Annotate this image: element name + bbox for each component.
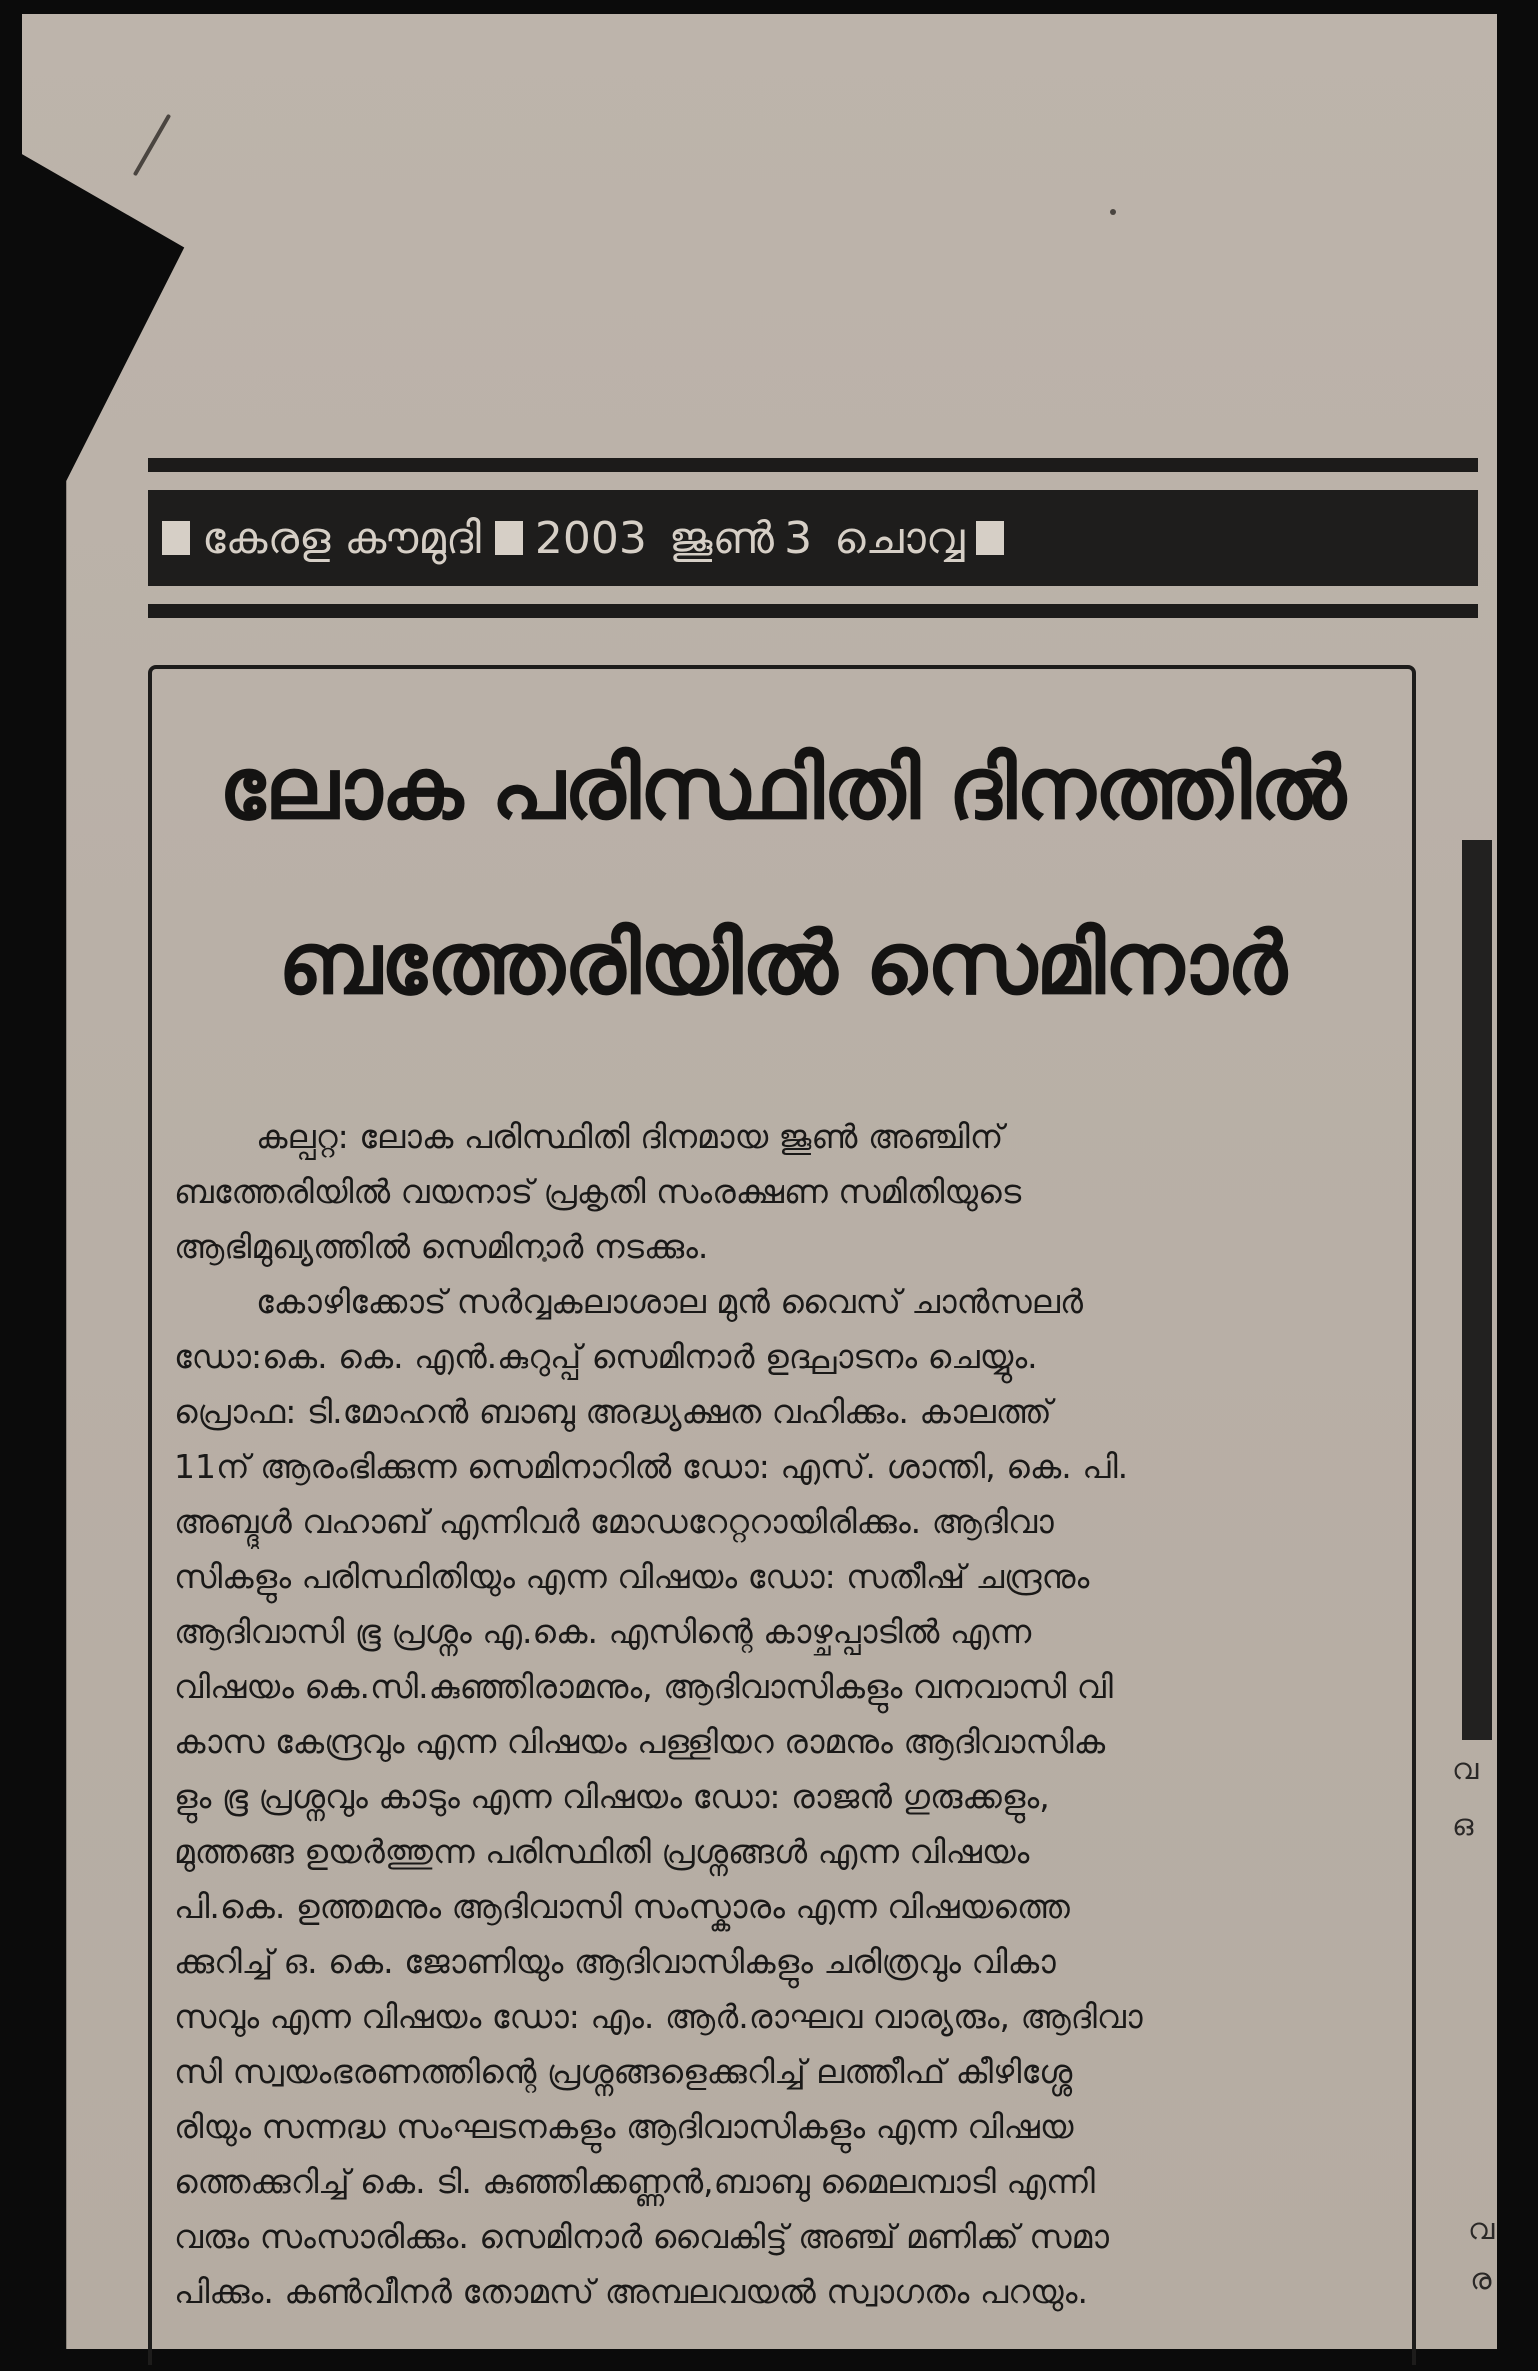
neighbour-column-fragment: ഒ (1452, 1808, 1474, 1843)
paper-speck (133, 114, 171, 177)
neighbour-column-bar (1462, 840, 1492, 1740)
newspaper-name: കേരള കൗമുദി (202, 512, 481, 564)
paper-speck (1110, 209, 1116, 215)
headline-line-1: ലോക പരിസ്ഥിതി ദിനത്തിൽ (219, 739, 1345, 839)
neighbour-column-fragment: വ (1452, 1752, 1479, 1787)
body-line: അബ്ദുൾ വഹാബ് എന്നിവർ മോഡറേറ്ററായിരിക്കും. ആദിവാ (174, 1502, 1054, 1541)
body-line: സി സ്വയംഭരണത്തിന്റെ പ്രശ്നങ്ങളെക്കുറിച്ച് ലത്തീഫ് കീഴിശ്ശേ (174, 2052, 1073, 2091)
neighbour-column-fragment: വ (1468, 2212, 1495, 2247)
body-line: സികളും പരിസ്ഥിതിയും എന്ന വിഷയം ഡോ: സതീഷ് ചന്ദ്രനും (174, 1557, 1090, 1596)
neighbour-column-fragment: ര (1470, 2262, 1492, 2297)
body-line: മുത്തങ്ങ ഉയർത്തുന്ന പരിസ്ഥിതി പ്രശ്നങ്ങൾ എന്ന വിഷയം (174, 1832, 1030, 1871)
masthead-top-rule (148, 458, 1478, 472)
body-line: കല്പറ്റ: ലോക പരിസ്ഥിതി ദിനമായ ജൂൺ അഞ്ചിന് (256, 1117, 1004, 1156)
headline-line-2: ബത്തേരിയിൽ സെമിനാർ (278, 914, 1286, 1014)
body-line: 11ന് ആരംഭിക്കുന്ന സെമിനാറിൽ ഡോ: എസ്. ശാന്തി, കെ. പി. (174, 1447, 1129, 1486)
masthead-year: 2003 (534, 512, 647, 564)
masthead-weekday: ചൊവ്വ (834, 512, 965, 564)
masthead-month: ജൂൺ (668, 512, 775, 564)
masthead-day: 3 (784, 512, 813, 564)
body-line: വരും സംസാരിക്കും. സെമിനാർ വൈകിട്ട് അഞ്ച് മണിക്ക് സമാ (174, 2217, 1109, 2256)
body-line: ക്കുറിച്ച് ഒ. കെ. ജോണിയും ആദിവാസികളും ചരിത്രവും വികാ (174, 1942, 1056, 1981)
body-line: ആഭിമുഖ്യത്തിൽ സെമിനാർ നടക്കും. (174, 1227, 709, 1266)
body-line: ആദിവാസി ഭൂ പ്രശ്നം എ.കെ. എസിന്റെ കാഴ്ചപ്പാടിൽ എന്ന (174, 1612, 1032, 1651)
body-line: വിഷയം കെ.സി.കുഞ്ഞിരാമനും, ആദിവാസികളും വനവാസി വി (174, 1667, 1113, 1706)
masthead-strip (148, 490, 1478, 586)
square-bullet-icon (162, 521, 190, 555)
masthead-bottom-rule (148, 604, 1478, 618)
body-line: കാസ കേന്ദ്രവും എന്ന വിഷയം പള്ളിയറ രാമനും ആദിവാസിക (174, 1722, 1106, 1761)
body-line: രിയും സന്നദ്ധ സംഘടനകളും ആദിവാസികളും എന്ന വിഷയ (174, 2107, 1074, 2146)
square-bullet-icon (976, 521, 1004, 555)
body-line: ഡോ:കെ. കെ. എൻ.കുറുപ്പ് സെമിനാർ ഉദ്ഘാടനം ചെയ്യും. (174, 1337, 1038, 1376)
square-bullet-icon (495, 521, 523, 555)
body-line: ബത്തേരിയിൽ വയനാട് പ്രകൃതി സംരക്ഷണ സമിതിയുടെ (174, 1172, 1022, 1211)
body-line: പ്രൊഫ: ടി.മോഹൻ ബാബു അദ്ധ്യക്ഷത വഹിക്കും. കാലത്ത് (174, 1392, 1052, 1431)
body-line: പിക്കും. കൺവീനർ തോമസ് അമ്പലവയൽ സ്വാഗതം പറയും. (174, 2272, 1088, 2311)
body-line: പി.കെ. ഉത്തമനും ആദിവാസി സംസ്കാരം എന്ന വിഷയത്തെ (174, 1887, 1070, 1926)
body-line: ത്തെക്കുറിച്ച് കെ. ടി. കുഞ്ഞിക്കണ്ണൻ,ബാബു മൈലമ്പാടി എന്നി (174, 2162, 1095, 2201)
body-line: കോഴിക്കോട് സർവ്വകലാശാല മുൻ വൈസ് ചാൻസലർ (256, 1282, 1084, 1321)
article-box (148, 665, 1416, 2365)
body-line: ളും ഭൂ പ്രശ്നവും കാടും എന്ന വിഷയം ഡോ: രാജൻ ഗുരുക്കളും, (174, 1777, 1050, 1816)
body-line: സവും എന്ന വിഷയം ഡോ: എം. ആർ.രാഘവ വാര്യരും, ആദിവാ (174, 1997, 1143, 2036)
article-body (174, 1109, 1392, 2319)
